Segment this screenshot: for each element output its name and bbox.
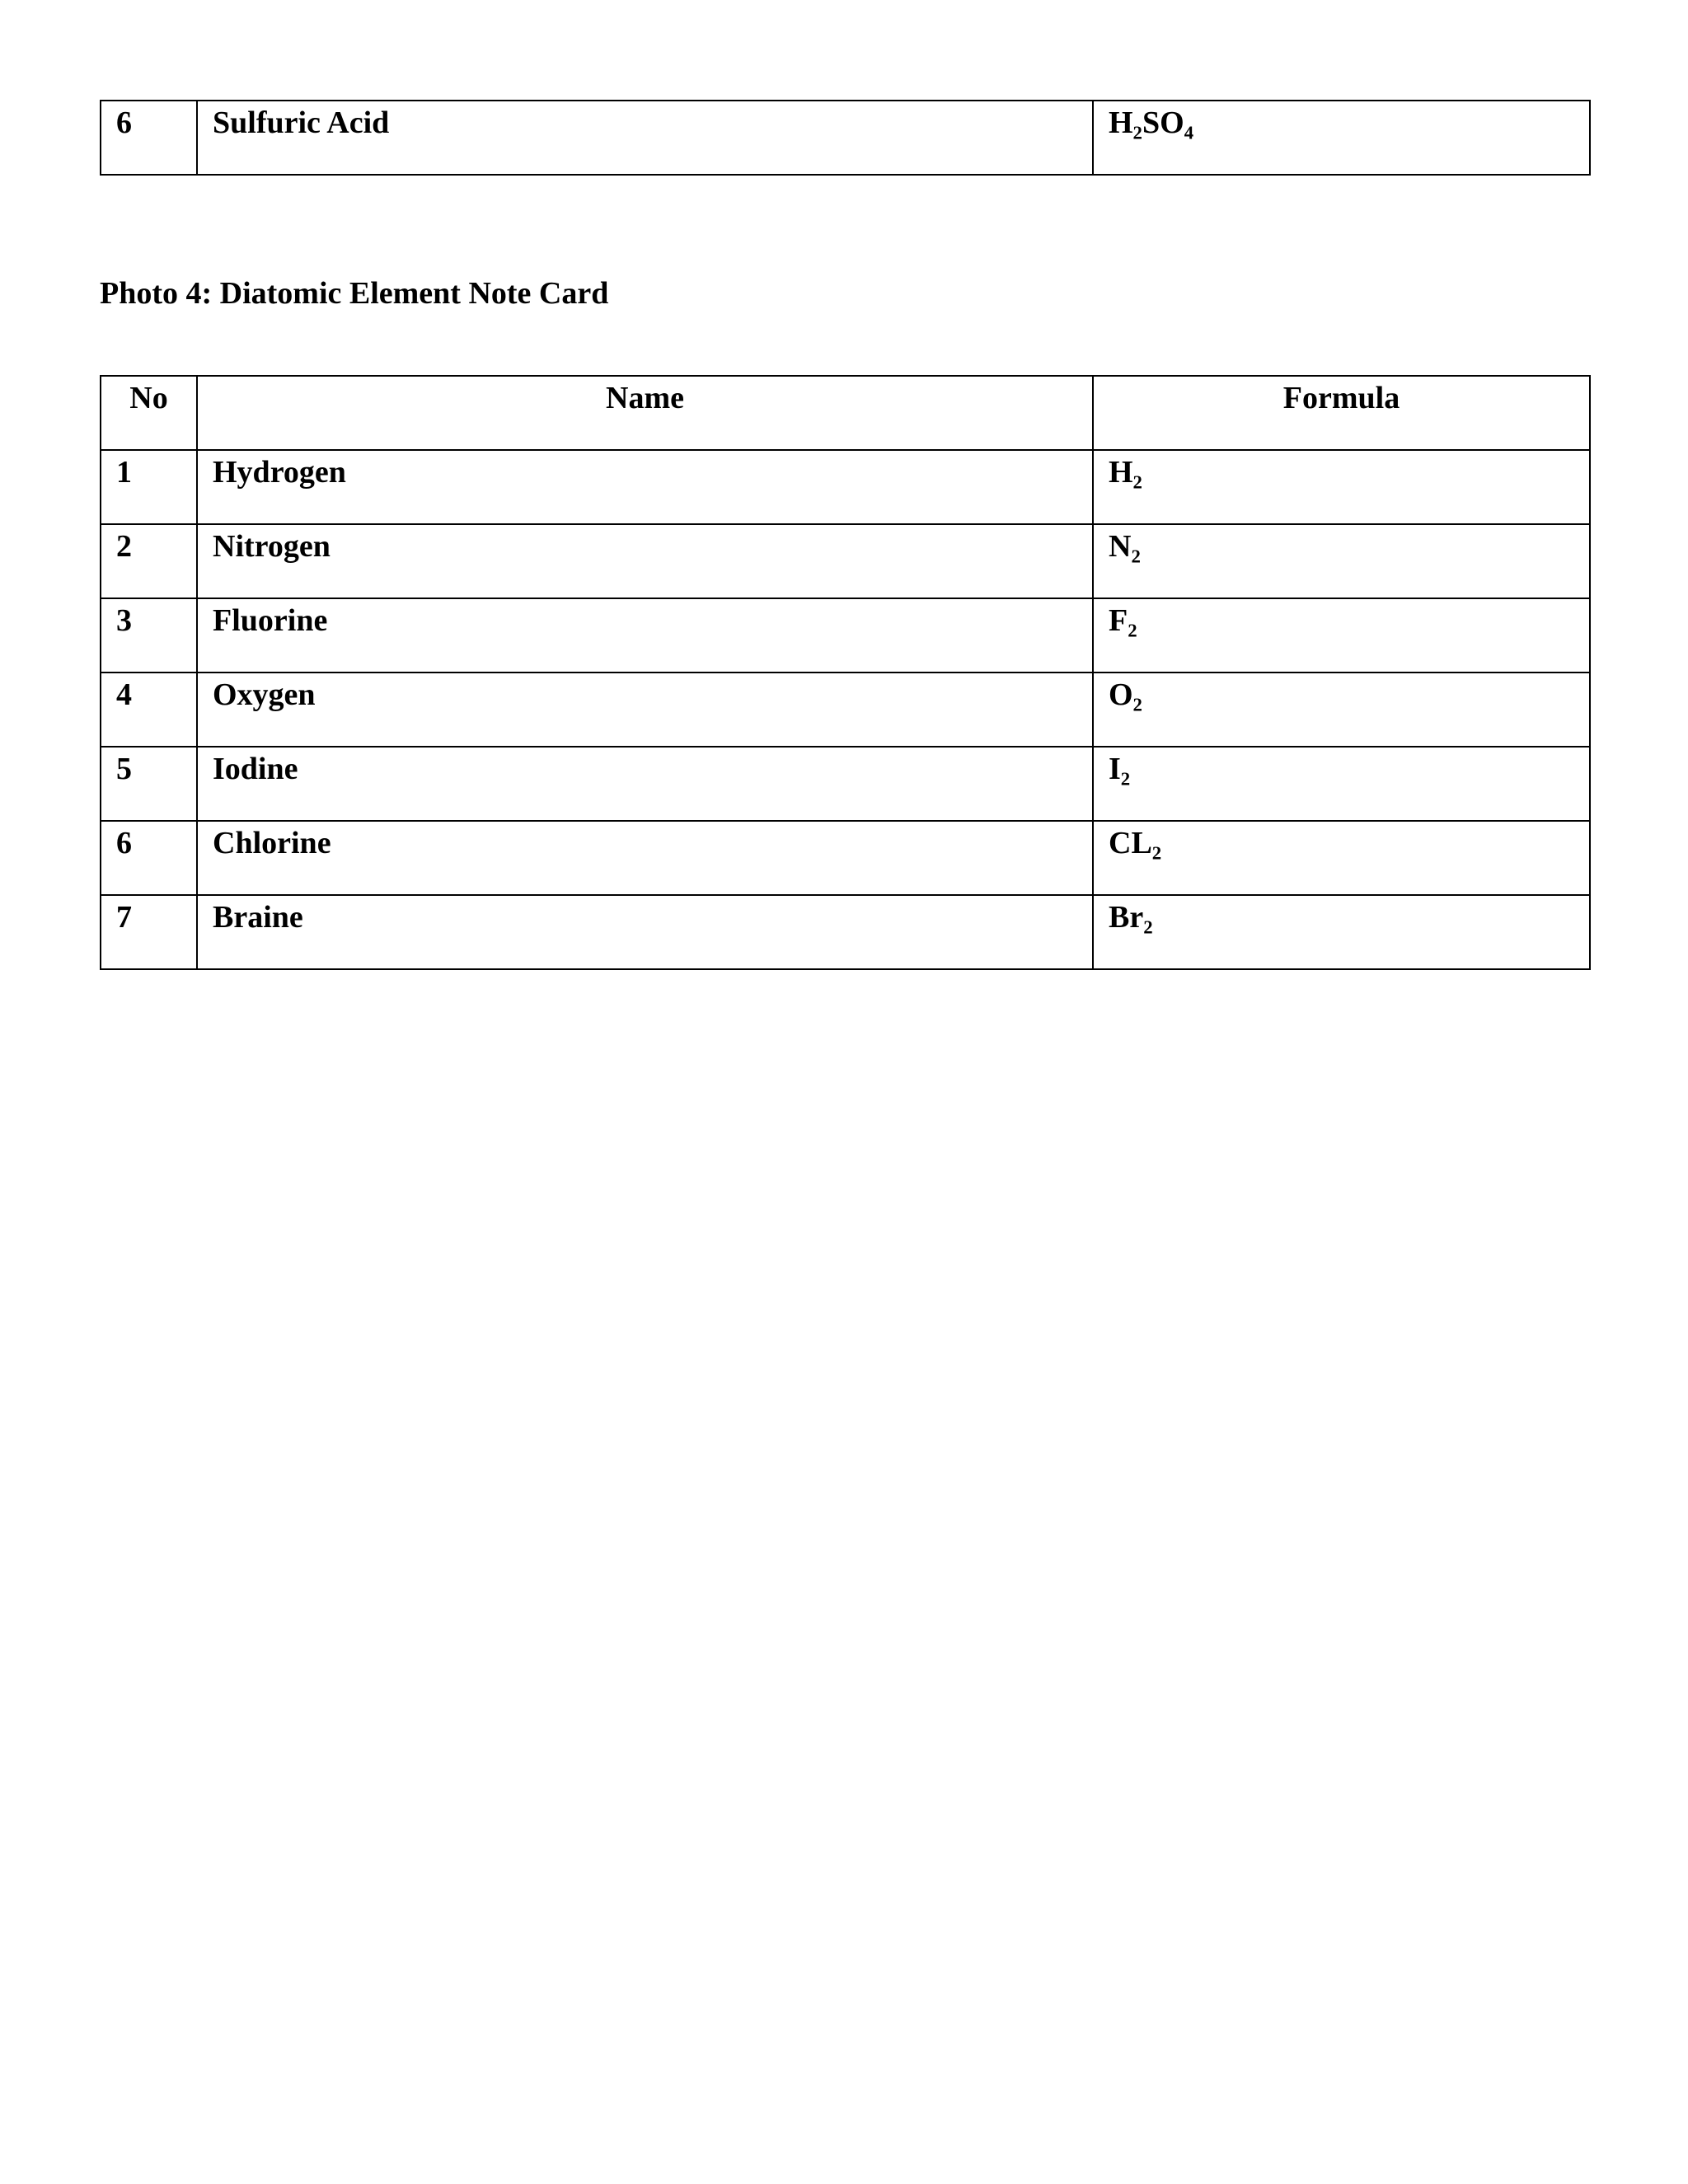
table-row (101, 450, 1590, 524)
row-number: 6 (101, 821, 197, 895)
element-name: Hydrogen (197, 450, 1093, 524)
table-row (101, 524, 1590, 598)
element-formula: O₂ (1093, 673, 1590, 747)
element-formula: N₂ (1093, 524, 1590, 598)
element-formula: CL₂ (1093, 821, 1590, 895)
element-formula: I₂ (1093, 747, 1590, 821)
compound-name: Sulfuric Acid (197, 101, 1093, 175)
element-name: Iodine (197, 747, 1093, 821)
element-formula: F₂ (1093, 598, 1590, 673)
element-formula: H₂ (1093, 450, 1590, 524)
table-row (101, 598, 1590, 673)
element-name: Braine (197, 895, 1093, 969)
element-name: Nitrogen (197, 524, 1093, 598)
table-caption: Photo 4: Diatomic Element Note Card (100, 276, 609, 311)
element-name: Fluorine (197, 598, 1093, 673)
row-number: 5 (101, 747, 197, 821)
header-formula: Formula (1093, 376, 1590, 450)
element-name: Oxygen (197, 673, 1093, 747)
row-number: 1 (101, 450, 197, 524)
row-number: 3 (101, 598, 197, 673)
diatomic-element-table (100, 375, 1591, 970)
acid-table-continued (100, 100, 1591, 176)
header-name: Name (197, 376, 1093, 450)
table-row (101, 747, 1590, 821)
row-number: 2 (101, 524, 197, 598)
compound-formula: H₂SO₄ (1093, 101, 1590, 175)
table-row (101, 895, 1590, 969)
row-number: 4 (101, 673, 197, 747)
table-row (101, 673, 1590, 747)
row-number: 6 (101, 101, 197, 175)
header-no: No (101, 376, 197, 450)
row-number: 7 (101, 895, 197, 969)
table-row (101, 821, 1590, 895)
table-header-row (101, 376, 1590, 450)
table-row (101, 101, 1590, 175)
element-name: Chlorine (197, 821, 1093, 895)
element-formula: Br₂ (1093, 895, 1590, 969)
